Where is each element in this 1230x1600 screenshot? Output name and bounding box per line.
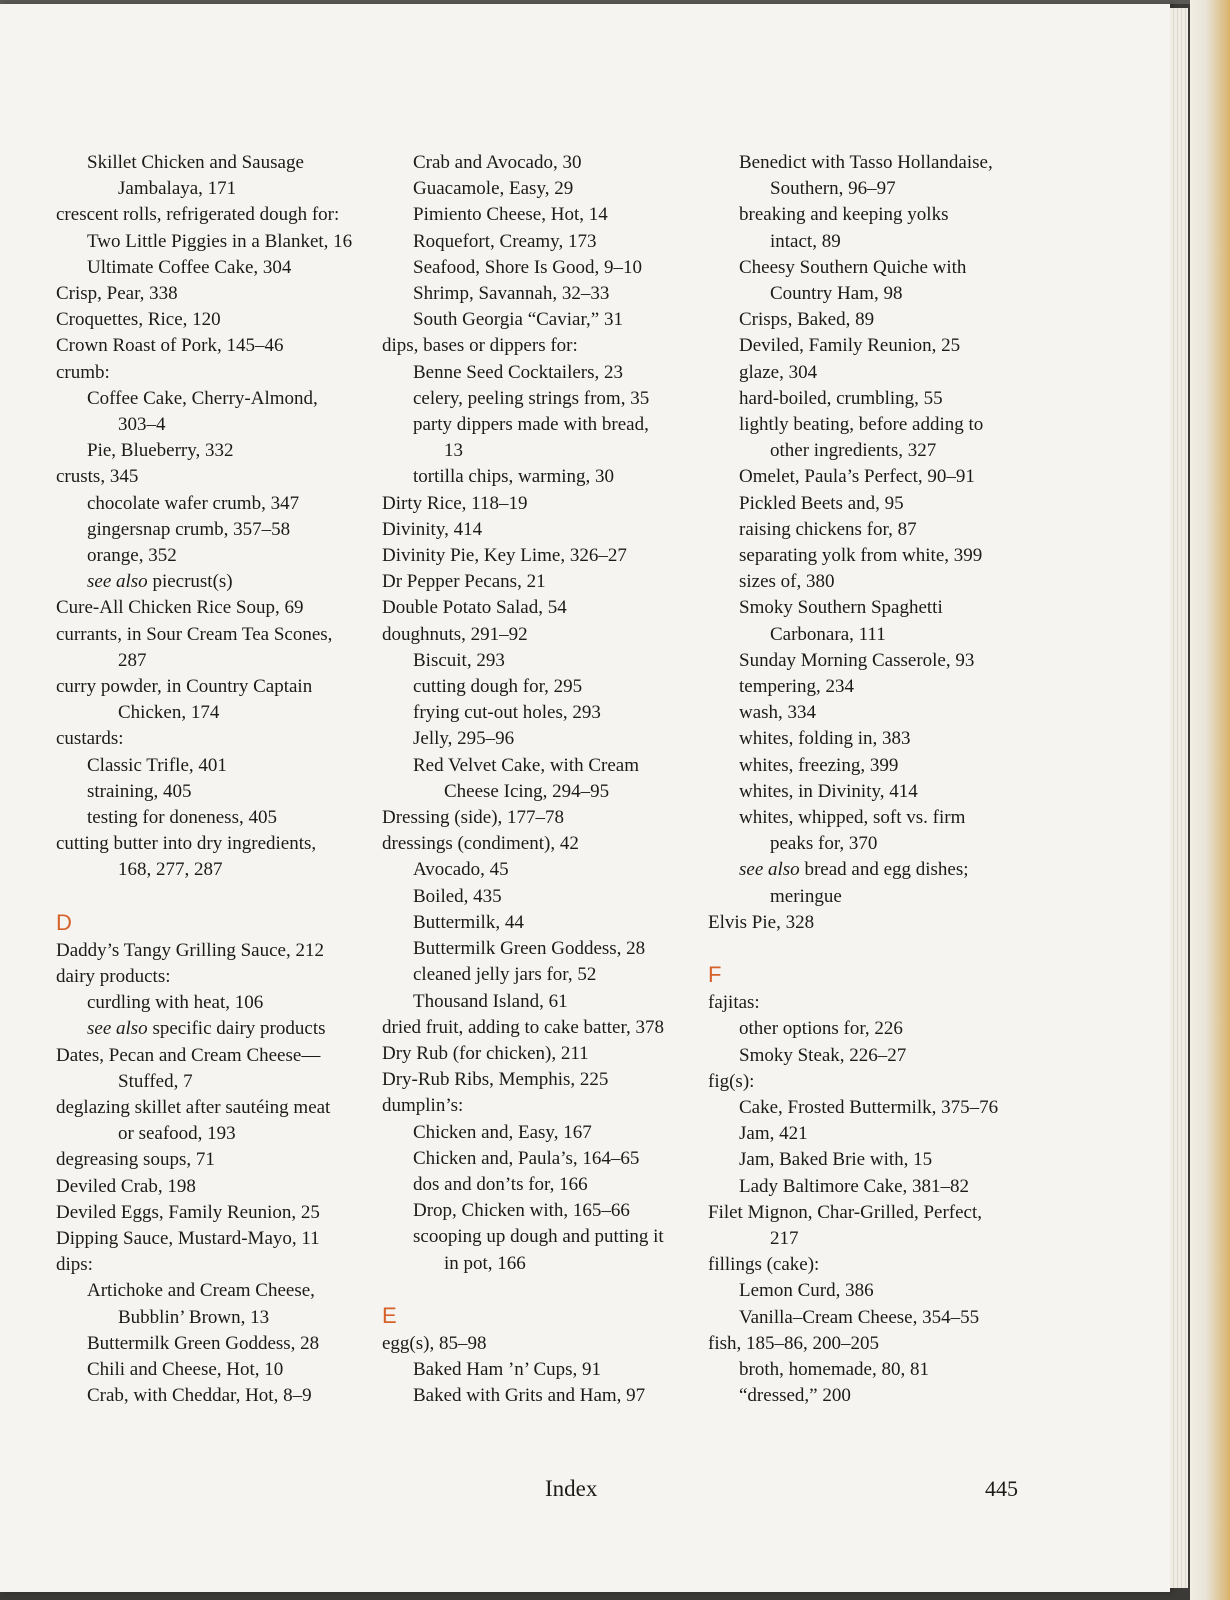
page-number: 445 (985, 1476, 1018, 1501)
index-entry: Dirty Rice, 118–19 (382, 492, 528, 514)
index-subentry (56, 1016, 391, 1042)
index-subentry: dos and don’ts for, 166 (413, 1173, 588, 1195)
index-subentry: whites, folding in, 383 (739, 728, 911, 750)
index-subentry: Jam, 421 (739, 1123, 808, 1145)
index-entry-continuation: 217 (770, 1227, 799, 1249)
index-subentry (708, 857, 1043, 883)
index-subentry: Baked Ham ’n’ Cups, 91 (413, 1358, 602, 1380)
index-entry: dips, bases or dippers for: (382, 335, 578, 357)
index-subentry: Deviled, Family Reunion, 25 (739, 335, 961, 357)
index-entry: curry powder, in Country Captain (56, 676, 313, 698)
index-entry-continuation: 287 (118, 649, 147, 671)
index-subentry: Baked with Grits and Ham, 97 (413, 1385, 646, 1407)
index-entry-continuation: other ingredients, 327 (770, 440, 937, 462)
index-entry-continuation: Country Ham, 98 (770, 283, 903, 305)
index-subentry: Guacamole, Easy, 29 (413, 178, 574, 200)
index-subentry: Chicken and, Easy, 167 (413, 1121, 592, 1143)
index-entry: crescent rolls, refrigerated dough for: (56, 204, 340, 226)
index-subentry: Two Little Piggies in a Blanket, 16 (87, 230, 353, 252)
index-subentry: cutting dough for, 295 (413, 676, 583, 698)
index-subentry: tortilla chips, warming, 30 (413, 466, 615, 488)
index-entry: fillings (cake): (708, 1254, 820, 1276)
cross-reference-target: specific dairy products (147, 1018, 326, 1040)
index-entry: Dressing (side), 177–78 (382, 807, 565, 829)
index-entry: cutting butter into dry ingredients, (56, 833, 317, 855)
index-entry-continuation: or seafood, 193 (118, 1123, 236, 1145)
index-subentry: tempering, 234 (739, 676, 855, 698)
index-subentry: Vanilla–Cream Cheese, 354–55 (739, 1306, 980, 1328)
index-entry: Crown Roast of Pork, 145–46 (56, 335, 284, 357)
index-entry: egg(s), 85–98 (382, 1332, 487, 1354)
cross-reference-label: see also (87, 571, 148, 593)
index-subentry: Buttermilk Green Goddess, 28 (413, 938, 646, 960)
index-subentry: Skillet Chicken and Sausage (87, 152, 304, 173)
cross-reference-target: bread and egg dishes; (799, 859, 969, 881)
index-subentry: Benne Seed Cocktailers, 23 (413, 361, 624, 383)
footer-section-title: Index (545, 1476, 598, 1501)
cross-reference-label: see also (87, 1018, 148, 1040)
index-subentry: Classic Trifle, 401 (87, 754, 227, 776)
index-subentry: whites, whipped, soft vs. firm (739, 807, 966, 829)
cross-reference-label: see also (739, 859, 800, 881)
index-entry: degreasing soups, 71 (56, 1149, 215, 1171)
index-entry: Croquettes, Rice, 120 (56, 309, 221, 331)
index-entry: custards: (56, 728, 124, 750)
index-entry-continuation: Cheese Icing, 294–95 (444, 780, 610, 802)
section-letter: F (708, 962, 722, 988)
index-entry: Divinity, 414 (382, 518, 483, 540)
index-subentry: wash, 334 (739, 702, 817, 724)
index-entry: Daddy’s Tangy Grilling Sauce, 212 (56, 939, 324, 961)
index-column-3 (708, 150, 1043, 1409)
index-entry: fajitas: (708, 992, 760, 1014)
index-entry: Dr Pepper Pecans, 21 (382, 571, 546, 593)
index-subentry: Crab, with Cheddar, Hot, 8–9 (87, 1385, 312, 1407)
index-entry: Divinity Pie, Key Lime, 326–27 (382, 545, 627, 567)
index-entry-continuation: meringue (770, 885, 842, 907)
index-subentry: Lemon Curd, 386 (739, 1280, 874, 1302)
index-subentry: “dressed,” 200 (739, 1385, 851, 1407)
index-entry-continuation: Stuffed, 7 (118, 1070, 193, 1092)
index-entry: currants, in Sour Cream Tea Scones, (56, 623, 333, 645)
index-entry: Deviled Eggs, Family Reunion, 25 (56, 1201, 320, 1223)
index-subentry: Pickled Beets and, 95 (739, 492, 904, 514)
index-entry: Elvis Pie, 328 (708, 911, 815, 933)
index-entry: Double Potato Salad, 54 (382, 597, 567, 619)
index-entry: Dry Rub (for chicken), 211 (382, 1042, 589, 1064)
index-subentry: Drop, Chicken with, 165–66 (413, 1200, 630, 1222)
index-subentry: Cake, Frosted Buttermilk, 375–76 (739, 1096, 999, 1118)
index-entry: fish, 185–86, 200–205 (708, 1332, 879, 1354)
index-subentry: Jam, Baked Brie with, 15 (739, 1149, 933, 1171)
index-entry: Cure-All Chicken Rice Soup, 69 (56, 597, 304, 619)
index-entry: crusts, 345 (56, 466, 139, 488)
index-subentry: Smoky Steak, 226–27 (739, 1044, 907, 1066)
index-subentry: raising chickens for, 87 (739, 518, 917, 540)
index-subentry: breaking and keeping yolks (739, 204, 949, 226)
index-entry: Dates, Pecan and Cream Cheese— (56, 1044, 321, 1066)
index-subentry: Omelet, Paula’s Perfect, 90–91 (739, 466, 975, 488)
index-entry-continuation: intact, 89 (770, 230, 841, 252)
index-subentry: Buttermilk, 44 (413, 911, 524, 933)
index-subentry: chocolate wafer crumb, 347 (87, 492, 300, 514)
index-entry-continuation: peaks for, 370 (770, 833, 878, 855)
index-subentry: Chili and Cheese, Hot, 10 (87, 1358, 284, 1380)
index-subentry: cleaned jelly jars for, 52 (413, 964, 597, 986)
index-entry: dairy products: (56, 965, 171, 987)
index-entry: Filet Mignon, Char-Grilled, Perfect, (708, 1201, 983, 1223)
index-subentry: Seafood, Shore Is Good, 9–10 (413, 256, 643, 278)
index-column-1 (56, 150, 391, 1409)
index-subentry: Red Velvet Cake, with Cream (413, 754, 640, 776)
index-subentry: Smoky Southern Spaghetti (739, 597, 943, 619)
index-entry: dips: (56, 1254, 93, 1276)
index-entry-continuation: Bubblin’ Brown, 13 (118, 1306, 270, 1328)
index-entry: Dry-Rub Ribs, Memphis, 225 (382, 1069, 609, 1091)
index-subentry: Cheesy Southern Quiche with (739, 256, 967, 278)
index-subentry: Crisps, Baked, 89 (739, 309, 875, 331)
index-subentry: Chicken and, Paula’s, 164–65 (413, 1147, 640, 1169)
index-subentry: Crab and Avocado, 30 (413, 152, 582, 173)
index-subentry: straining, 405 (87, 780, 192, 802)
index-subentry: Biscuit, 293 (413, 649, 505, 671)
index-subentry: Pimiento Cheese, Hot, 14 (413, 204, 608, 226)
index-subentry: Benedict with Tasso Hollandaise, (739, 152, 993, 173)
index-subentry: sizes of, 380 (739, 571, 835, 593)
index-subentry: hard-boiled, crumbling, 55 (739, 387, 943, 409)
index-subentry: lightly beating, before adding to (739, 414, 984, 436)
index-subentry: other options for, 226 (739, 1018, 903, 1040)
index-entry: fig(s): (708, 1070, 755, 1092)
index-subentry: whites, in Divinity, 414 (739, 780, 918, 802)
index-subentry: testing for doneness, 405 (87, 807, 277, 829)
index-subentry: Thousand Island, 61 (413, 990, 568, 1012)
index-entry-continuation: 13 (444, 440, 463, 462)
index-column-2 (382, 150, 717, 1409)
index-entry: dumplin’s: (382, 1095, 464, 1117)
index-subentry: gingersnap crumb, 357–58 (87, 518, 291, 540)
section-letter: D (56, 909, 72, 935)
index-subentry: Roquefort, Creamy, 173 (413, 230, 597, 252)
index-entry: crumb: (56, 361, 110, 383)
index-subentry (56, 569, 391, 595)
index-subentry: curdling with heat, 106 (87, 992, 264, 1014)
index-subentry: scooping up dough and putting it (413, 1226, 664, 1248)
index-entry: Deviled Crab, 198 (56, 1175, 196, 1197)
index-subentry: Jelly, 295–96 (413, 728, 515, 750)
page-stack-edge (1170, 8, 1188, 1588)
index-entry-continuation: 303–4 (118, 414, 166, 436)
index-entry-continuation: Jambalaya, 171 (118, 178, 237, 200)
index-entry: doughnuts, 291–92 (382, 623, 528, 645)
scan-backdrop (1190, 0, 1230, 1600)
index-subentry: broth, homemade, 80, 81 (739, 1358, 929, 1380)
index-subentry: whites, freezing, 399 (739, 754, 899, 776)
index-subentry: celery, peeling strings from, 35 (413, 387, 650, 409)
index-subentry: Ultimate Coffee Cake, 304 (87, 256, 292, 278)
index-subentry: Coffee Cake, Cherry-Almond, (87, 387, 318, 409)
index-subentry: Shrimp, Savannah, 32–33 (413, 283, 610, 305)
index-entry: dressings (condiment), 42 (382, 833, 579, 855)
index-subentry: Sunday Morning Casserole, 93 (739, 649, 975, 671)
index-entry: Dipping Sauce, Mustard-Mayo, 11 (56, 1227, 320, 1249)
index-subentry: party dippers made with bread, (413, 414, 649, 436)
cross-reference-target: piecrust(s) (147, 571, 233, 593)
index-entry-continuation: in pot, 166 (444, 1252, 526, 1274)
index-subentry: glaze, 304 (739, 361, 818, 383)
index-subentry: Boiled, 435 (413, 885, 502, 907)
index-subentry: Buttermilk Green Goddess, 28 (87, 1332, 320, 1354)
index-subentry: separating yolk from white, 399 (739, 545, 983, 567)
index-subentry: orange, 352 (87, 545, 177, 567)
index-subentry: Pie, Blueberry, 332 (87, 440, 234, 462)
index-subentry: Avocado, 45 (413, 859, 509, 881)
index-entry: Crisp, Pear, 338 (56, 283, 178, 305)
index-subentry: South Georgia “Caviar,” 31 (413, 309, 623, 331)
index-entry: dried fruit, adding to cake batter, 378 (382, 1016, 665, 1038)
index-subentry: Artichoke and Cream Cheese, (87, 1280, 315, 1302)
index-subentry: frying cut-out holes, 293 (413, 702, 601, 724)
section-letter: E (382, 1302, 397, 1328)
index-entry-continuation: Carbonara, 111 (770, 623, 886, 645)
index-subentry: Lady Baltimore Cake, 381–82 (739, 1175, 970, 1197)
book-page (0, 4, 1170, 1592)
index-entry-continuation: 168, 277, 287 (118, 859, 223, 881)
index-entry-continuation: Chicken, 174 (118, 702, 220, 724)
index-entry: deglazing skillet after sautéing meat (56, 1096, 331, 1118)
index-entry-continuation: Southern, 96–97 (770, 178, 896, 200)
